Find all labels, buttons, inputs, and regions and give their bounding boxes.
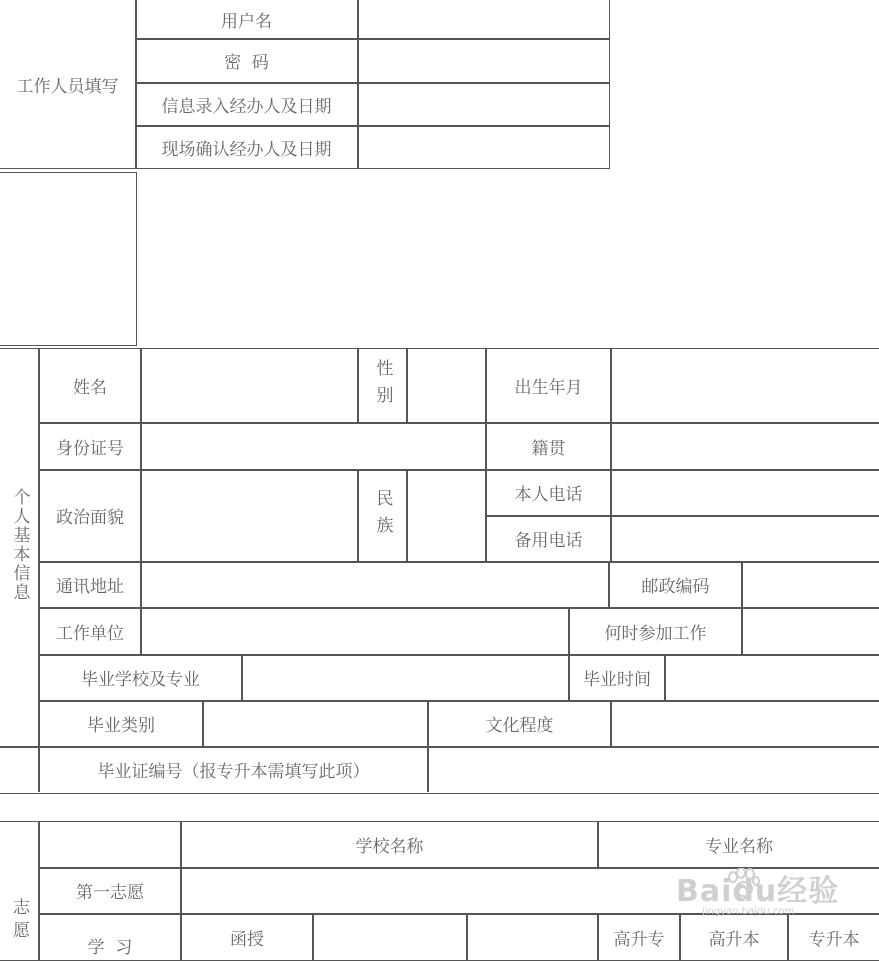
password-label: 密 码 xyxy=(224,53,269,73)
divider xyxy=(466,913,468,961)
work-start-field[interactable] xyxy=(743,608,879,654)
ethnicity-label-text: 民族 xyxy=(372,488,393,543)
native-place-field[interactable] xyxy=(612,423,879,469)
native-place-label: 籍贯 xyxy=(531,438,566,459)
wish-section-title xyxy=(0,898,38,958)
gender-field[interactable] xyxy=(408,349,485,422)
grad-time-field[interactable] xyxy=(666,655,879,700)
postcode-label: 邮政编码 xyxy=(641,577,710,597)
education-field[interactable] xyxy=(612,701,879,746)
first-wish-label: 第一志愿 xyxy=(76,883,144,903)
level-gaozhuan[interactable]: 高升专 xyxy=(613,929,665,950)
cert-number-field[interactable] xyxy=(429,747,879,792)
major-name-header: 专业名称 xyxy=(705,837,773,857)
education-label: 文化程度 xyxy=(485,716,554,736)
gender-label xyxy=(359,349,406,422)
birth-field[interactable] xyxy=(612,349,879,422)
grad-school-field[interactable] xyxy=(243,655,568,700)
photo-box[interactable] xyxy=(0,172,137,346)
phone-field[interactable] xyxy=(612,470,879,515)
grad-type-label: 毕业类别 xyxy=(87,716,155,736)
wish-section-title-text: 志愿 xyxy=(9,898,29,944)
political-label: 政治面貌 xyxy=(56,508,124,528)
work-start-label: 何时参加工作 xyxy=(604,623,707,644)
phone-label: 本人电话 xyxy=(514,485,583,505)
confirm-agent-field[interactable] xyxy=(358,126,609,168)
password-field[interactable] xyxy=(358,39,609,82)
baidu-watermark xyxy=(672,862,842,926)
username-field[interactable] xyxy=(358,0,609,38)
first-wish-school-field[interactable] xyxy=(182,868,597,913)
confirm-agent-label: 现场确认经办人及日期 xyxy=(161,139,332,160)
id-number-label: 身份证号 xyxy=(56,438,124,459)
staff-section-title: 工作人员填写 xyxy=(16,76,119,97)
postcode-field[interactable] xyxy=(743,562,879,607)
level-gaoben[interactable]: 高升本 xyxy=(708,929,760,950)
school-name-header: 学校名称 xyxy=(355,837,424,857)
id-number-field[interactable] xyxy=(142,423,485,469)
personal-section-title xyxy=(0,470,38,620)
entry-agent-label: 信息录入经办人及日期 xyxy=(161,96,332,117)
grad-school-label: 毕业学校及专业 xyxy=(81,670,200,690)
divider xyxy=(312,913,314,961)
entry-agent-field[interactable] xyxy=(358,83,609,125)
ethnicity-field[interactable] xyxy=(408,470,485,561)
address-label: 通讯地址 xyxy=(56,577,124,597)
grad-time-label: 毕业时间 xyxy=(583,670,651,690)
watermark-brand: Baidu经验 xyxy=(676,874,840,909)
username-label: 用户名 xyxy=(221,11,272,32)
backup-phone-field[interactable] xyxy=(612,516,879,561)
personal-section-title-text: 个人基本信息 xyxy=(9,488,30,602)
correspondence-label: 函授 xyxy=(230,929,264,950)
level-zhuanben[interactable]: 专升本 xyxy=(808,929,860,950)
employer-field[interactable] xyxy=(142,608,568,654)
employer-label: 工作单位 xyxy=(56,623,124,644)
gender-label-text: 性别 xyxy=(372,358,393,413)
cert-number-label: 毕业证编号（报专升本需填写此项） xyxy=(97,762,370,782)
watermark-url: jingyan.baidu.com xyxy=(702,906,795,917)
birth-label: 出生年月 xyxy=(514,378,583,398)
ethnicity-label xyxy=(359,470,406,561)
name-label: 姓名 xyxy=(73,378,107,398)
backup-phone-label: 备用电话 xyxy=(514,531,583,551)
grad-type-field[interactable] xyxy=(204,701,427,746)
study-label: 学 习 xyxy=(87,937,133,958)
name-field[interactable] xyxy=(142,349,357,422)
address-field[interactable] xyxy=(142,562,608,607)
political-field[interactable] xyxy=(142,470,357,561)
